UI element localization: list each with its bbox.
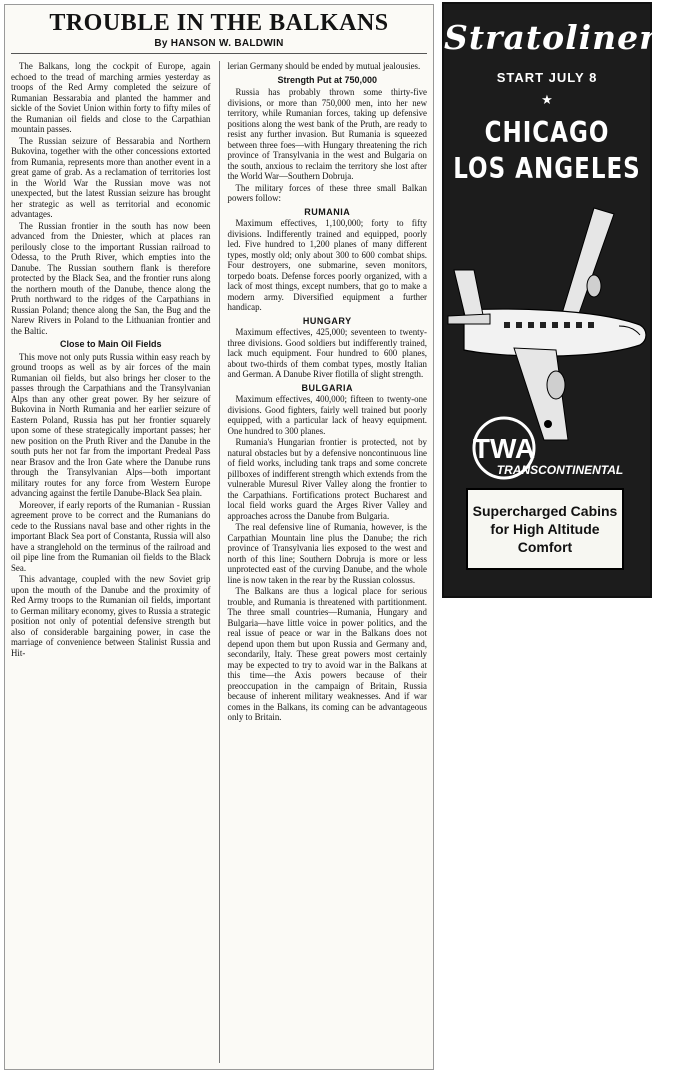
ad-city-chicago: CHICAGO (484, 116, 610, 150)
article-headline: TROUBLE IN THE BALKANS (49, 10, 389, 36)
country-heading-hungary: HUNGARY (302, 315, 352, 326)
star-icon: ★ (541, 92, 553, 107)
paragraph: Russia has probably thrown some thirty-five divisions, or more than 750,000 men, into her new territory, while Rumanian forces, taking up defensive positions along the west bank of the Pruth, are ready to resist any further invasion. But Rumania is squeezed between three foes—with Hungary threatening the rich province of Transylvania in the west and Bulgaria on the south, anxious to reclaim the territory she lost after the World War—Southern Dobruja. (227, 87, 427, 181)
article-column-2 (228, 61, 428, 1063)
article-byline: By HANSON W. BALDWIN (154, 38, 284, 49)
paragraph: This move not only puts Russia within easy reach by ground troops as well as by air forces of the main Rumanian oil fields, but also brings her closer to the passes through the Carpathians and the Transylvanian Alps than any other great power. By her seizure of Bukovina in North Rumania and her earlier seizure of Eastern Poland, Russia has put her frontier squarely upon some of these strategically important passes; her new position on the Pruth River and the Danube in the south puts her not far from the important Predeal Pass near Brasov and the Iron Gate where the Danube runs through the Transylvanian Alps—both important military routes for any force from Western Europe advancing against the fertile Danube-Black Sea plain. (11, 351, 211, 498)
column-divider (219, 61, 220, 1063)
paragraph: Maximum effectives, 1,100,000; forty to fifty divisions. Indifferently trained and equipped, poorly led. Five hundred to 1,200 planes of many different types, mostly old; only about 300 to 600 combat ships. Four destroyers, one submarine, seven monitors, torpedo boats. Defense forces poorly organized, with a lack of most things, except numbers, that go to make a modern army. Diversified equipment a further handicap. (227, 218, 427, 312)
subhead-strength: Strength Put at 750,000 (277, 74, 378, 85)
ad-feature-line: Comfort (517, 539, 573, 555)
paragraph: Rumania's Hungarian frontier is protected, not by natural obstacles but by a defensive noncontinuous line of field works, including tank traps and some concrete pillboxes of indifferent strength which extends from the vulnerable Muresul River Valley along the frontier to the Carpathians. Fortifications protect Bucharest and local field works guard the Arges River Valley and approaches across the Danube from Bulgaria. (227, 437, 427, 521)
article-columns (11, 61, 427, 1063)
country-heading-bulgaria: BULGARIA (301, 382, 353, 393)
svg-text:TWA: TWA (472, 433, 536, 464)
twa-logo-icon (450, 416, 644, 486)
article-column-1 (11, 61, 211, 1063)
ad-start-date: START JULY 8 (496, 70, 598, 85)
paragraph: Maximum effectives, 400,000; fifteen to twenty-one divisions. Good fighters, fairly well trained but poorly equipped, with a particular lack of heavy equipment. One hundred to 300 planes. (227, 394, 427, 436)
twa-advertisement (442, 2, 677, 598)
subhead-oil-fields: Close to Main Oil Fields (59, 339, 162, 349)
paragraph: Maximum effectives, 425,000; seventeen to twenty-three divisions. Good soldiers but indifferently trained, lack much equipment. Four hundred to 600 planes, about two-thirds of them combat types, mostly Italian and German. A Danube River flotilla of slight strength. (227, 327, 427, 379)
paragraph: This advantage, coupled with the new Soviet grip upon the mouth of the Danube and the proximity of Red Army troops to the Rumanian oil fields, important to German military economy, gives to Russia a strategic position not only of potential defensive strength but also of considerable bargaining power, in case the marriage of convenience between Stalinist Russia and Hit- (11, 574, 211, 658)
svg-text:TRANSCONTINENTAL: TRANSCONTINENTAL (496, 463, 624, 477)
ad-feature-box (466, 488, 624, 570)
paragraph: The military forces of these three small Balkan powers follow: (227, 182, 427, 203)
ad-title: Stratoliners (444, 18, 677, 57)
paragraph: The Russian frontier in the south has now been advanced from the Dniester, which at places ran perilously close to the important Russian railroad to Odessa, to the Pruth River, which empties into the Danube. The Russian southern flank is therefore protected by the Black Sea, and the frontier runs along the northern mouth of the Danube, thence along the Pruth northward to the ridges of the Carpathians in Russian Poland; thence along the San, the Bug and the Narew Rivers in Poland to the Lithuanian frontier and the Baltic. (11, 220, 211, 336)
airplane-illustration (444, 190, 650, 440)
paragraph: The Balkans are thus a logical place for serious trouble, and Rumania is threatened with partitionment. The three small countries—Rumania, Hungary and Bulgaria—have little voice in power politics, and the real issue of peace or war in the Balkans does not depend upon them but upon Russia and Germany and, secondarily, Italy. These great powers most certainly may be expected to try to avoid war in the Balkans at this time—the Axis powers because of their preoccupation in the campaign of Britain, Russia because of inherent military weaknesses. And if war comes in the Balkans, its coming can be advantageous only to Britain. (227, 586, 427, 722)
paragraph: The Balkans, long the cockpit of Europe, again echoed to the tread of marching armies yesterday as troops of the Red Army completed the seizure of Rumanian Bessarabia and planted the hammer and sickle of the Soviet Union within forty to fifty miles of the Rumanian oil fields and close to the Carpathian mountain passes. (11, 61, 211, 134)
country-heading-rumania: RUMANIA (304, 206, 351, 217)
ad-feature-line: Supercharged Cabins (472, 503, 618, 519)
paragraph: The Russian seizure of Bessarabia and Northern Bukovina, together with the other concessions extorted from Rumania, represents more than another event in a great game of grab. As a reclamation of territories lost in the World War the Russian move was not unexpected, but the latest Russian seizure has brought her strategic as well as territorial and economic advantages. (11, 135, 211, 219)
article-clipping (4, 4, 434, 1070)
ad-city-los-angeles: LOS ANGELES (453, 152, 641, 186)
paragraph: lerian Germany should be ended by mutual jealousies. (227, 61, 421, 71)
ad-feature-line: for High Altitude (490, 521, 600, 537)
headline-rule (11, 53, 427, 54)
paragraph: Moreover, if early reports of the Rumanian - Russian agreement prove to be correct and the Rumanians do cede to the Russians naval base and other rights in the important Black Sea port of Constanta, Russia will also have a stranglehold on the terminus of the railroad and oil pipe line from the Rumanian oil fields to the Black Sea. (11, 499, 211, 573)
paragraph: The real defensive line of Rumania, however, is the Carpathian Mountain line plus the Danube; the rich province of Transylvania lies exposed to the west and north of this line; Southern Dobruja is more or less unprotected east of the curving Danube, and the whole line is now taken in the rear by the Russian colossus. (227, 522, 427, 585)
